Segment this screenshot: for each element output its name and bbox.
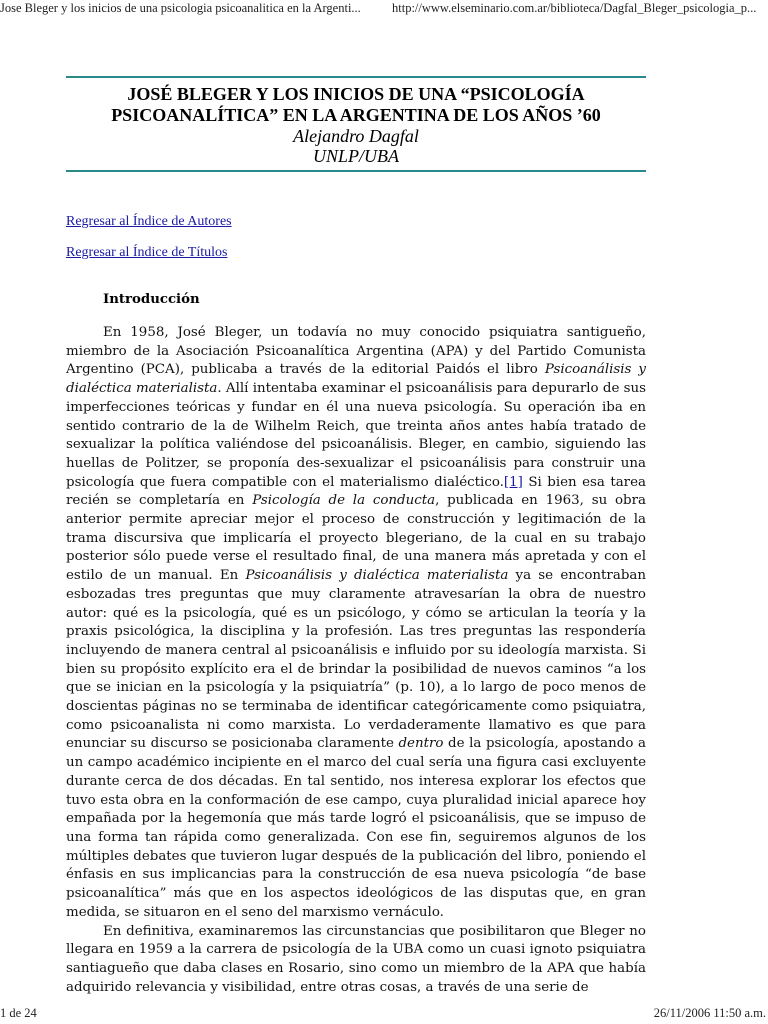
- print-datetime: 26/11/2006 11:50 a.m.: [653, 1006, 766, 1020]
- emphasis-italic: dentro: [398, 736, 444, 752]
- paragraph-1-text-d: , publicada en 1963, su obra anterior permite apreciar mejor el proceso de construcción y legitimación de la trama discursiva que implicaría el proyecto blegeriano, de la cual en su trabajo posterior sólo puede verse el resultado final, de una manera más apretada y con el estilo de un manual. En: [66, 493, 646, 584]
- footnote-link[interactable]: [1]: [503, 474, 523, 490]
- titles-index-link[interactable]: Regresar al Índice de Títulos: [66, 245, 228, 260]
- book-title-italic-2: Psicología de la conducta: [252, 493, 436, 509]
- page-counter: 1 de 24: [0, 1006, 37, 1020]
- book-title-italic: Psicoanálisis y dialéctica materialista: [66, 362, 646, 397]
- authors-index-link[interactable]: Regresar al Índice de Autores: [66, 214, 232, 229]
- print-header-url: http://www.elseminario.com.ar/biblioteca/Dagfal_Bleger_psicologia_p...: [392, 1, 757, 15]
- article-title-line-2: PSICOANALÍTICA” EN LA ARGENTINA DE LOS AÑOS ’60: [111, 105, 601, 125]
- section-heading: Introducción: [103, 292, 200, 307]
- paragraph-1: [66, 324, 646, 923]
- print-footer: [0, 1006, 768, 1024]
- book-title-italic-3: Psicoanálisis y dialéctica materialista: [245, 568, 509, 584]
- print-header-title: Jose Bleger y los inicios de una psicologia psicoanalitica en la Argenti...: [0, 1, 361, 15]
- print-header: [0, 0, 768, 20]
- paragraph-1-text-b: . Allí intentaba examinar el psicoanálisis para depurarlo de sus imperfecciones teóricas y fundar en él una nueva psicología. Su operación iba en sentido contrario de la de Wilhelm Reich, que treinta años antes había tratado de sexualizar la política valiéndose del psicoanálisis. Bleger, en cambio, siguiendo las huellas de Politzer, se proponía des-sexualizar el psicoanálisis para construir una psicología que fuera compatible con el materialismo dialéctico.: [66, 381, 646, 490]
- paragraph-2: En definitiva, examinaremos las circunstancias que posibilitaron que Bleger no llegara en 1959 a la carrera de psicología de la UBA como un cuasi ignoto psiquiatra santiagueño que daba clases en Rosario, sino como un miembro de la APA que había adquirido relevancia y visibilidad, entre otras cosas, a través de una serie de: [66, 923, 646, 995]
- paragraph-1-text-c: Si bien esa tarea recién se completaría en: [66, 474, 646, 509]
- article-title-block: [66, 76, 646, 172]
- article-body: [66, 324, 646, 997]
- article-institution: UNLP/UBA: [312, 146, 399, 166]
- paragraph-1-text-a: En 1958, José Bleger, un todavía no muy conocido psiquiatra santigueño, miembro de la Asociación Psicoanalítica Argentina (APA) y del Partido Comunista Argentino (PCA), publicaba a través de la editorial Paidós el libro: [66, 325, 646, 378]
- paragraph-1-text-e: ya se encontraban esbozadas tres preguntas que muy claramente atravesarían la obra de nuestro autor: qué es la psicología, qué es un psicólogo, y cómo se articulan la teoría y la praxis psicológica, la disciplina y la profesión. Las tres preguntas las respondería incluyendo de manera central al psicoanálisis e influido por su ideología marxista. Si bien su propósito explícito era el de brindar la posibilidad de nuevos caminos “a los que se inician en la psicología y la psiquiatría” (p. 10), a lo largo de poco menos de doscientas páginas no se terminaba de identificar categóricamente como psiquiatra, como psicoanalista ni como marxista. Lo verdaderamente llamativo es que para enunciar su discurso se posicionaba claramente: [66, 568, 646, 752]
- paragraph-1-text-f: de la psicología, apostando a un campo académico incipiente en el marco del cual sería una figura casi excluyente durante cerca de dos décadas. En tal sentido, nos interesa explorar los efectos que tuvo esta obra en la conformación de ese campo, cuya pluralidad inicial aparece hoy empañada por la hegemonía que más tarde logró el psicoanálisis, que se impuso de una forma tan rápida como generalizada. Con ese fin, seguiremos algunos de los múltiples debates que tuvieron lugar después de la publicación del libro, poniendo el énfasis en sus implicancias para la construcción de esa nueva psicología “de base psicoanalítica” más que en los aspectos ideológicos de las disputas que, en gran medida, se situaron en el seno del marxismo vernáculo.: [66, 736, 646, 920]
- article-title-line-1: JOSÉ BLEGER Y LOS INICIOS DE UNA “PSICOLOGÍA: [127, 84, 585, 104]
- article-author: Alejandro Dagfal: [293, 126, 419, 146]
